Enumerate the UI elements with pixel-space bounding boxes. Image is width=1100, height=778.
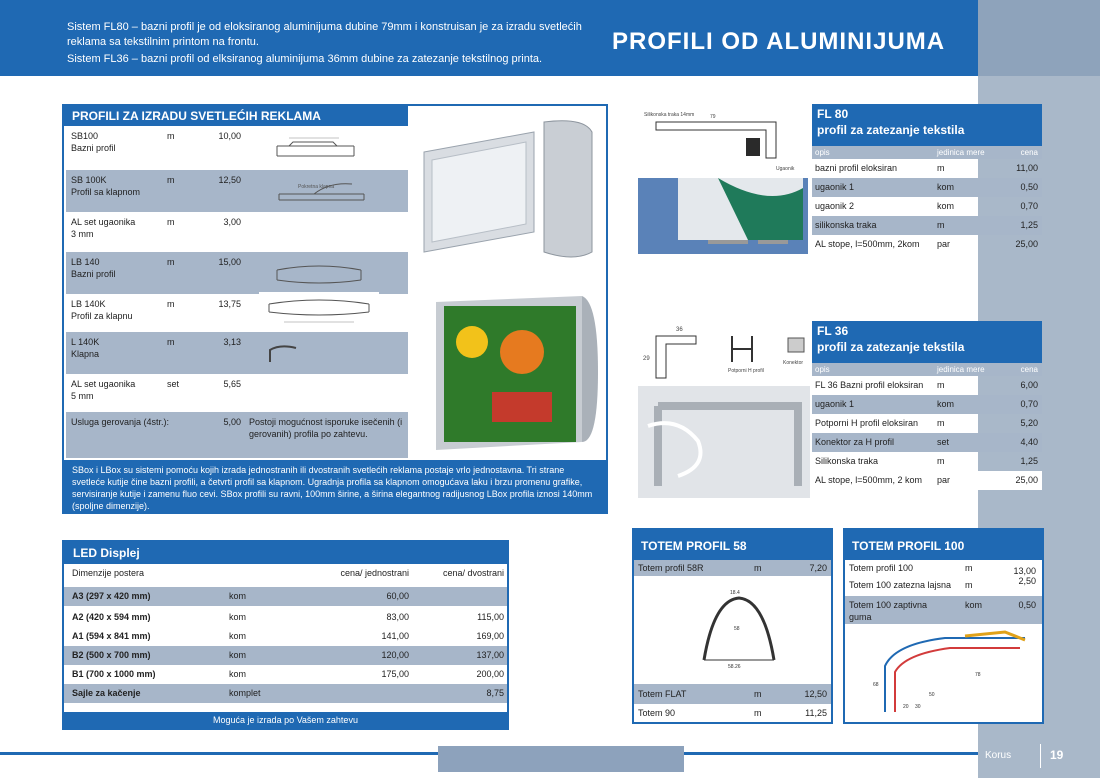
fl-jm: par xyxy=(937,239,951,249)
fl-jm: m xyxy=(937,220,945,230)
table-row xyxy=(66,332,408,374)
led-unit: kom xyxy=(229,650,247,660)
totem-name: Totem 100 zatezna lajsna xyxy=(849,580,952,590)
item-sub: Bazni profil xyxy=(71,143,116,153)
table-row xyxy=(634,684,831,704)
totem100-title: TOTEM PROFIL 100 xyxy=(845,530,1042,560)
totem-price: 13,00 xyxy=(1013,566,1036,576)
fl80-header xyxy=(812,146,1042,159)
item-sub: 3 mm xyxy=(71,229,94,239)
fl80-subtitle: profil za zatezanje tekstila xyxy=(817,123,965,137)
svetlecih-panel xyxy=(62,104,608,514)
sbox-photo xyxy=(414,112,606,262)
item-name: AL set ugaonika xyxy=(71,217,136,227)
totem58-sketch xyxy=(694,580,784,670)
led-price-single: 175,00 xyxy=(381,669,409,679)
fl80-sketch xyxy=(636,108,806,178)
table-row xyxy=(812,414,1042,433)
sb100k-sketch xyxy=(274,174,374,208)
led-unit: komplet xyxy=(229,688,261,698)
fl-opis: ugaonik 1 xyxy=(815,399,855,409)
fl36-title-block xyxy=(812,321,1042,363)
fl36-photo xyxy=(638,386,810,498)
fl-cena: 0,70 xyxy=(1020,399,1038,409)
totem-unit: m xyxy=(754,708,762,718)
table-row xyxy=(812,235,1042,254)
led-price-single: 83,00 xyxy=(386,612,409,622)
fl36-sketch xyxy=(638,322,810,382)
fl-jm: kom xyxy=(937,182,955,192)
totem100-dim-e: 30 xyxy=(915,704,921,710)
fl36-k-label: Konektor xyxy=(783,360,804,366)
item-price: 3,13 xyxy=(223,337,241,347)
fl-cena: 11,00 xyxy=(1016,163,1038,173)
lb140k-sketch xyxy=(259,292,379,328)
item-sub: Profil za klapnu xyxy=(71,311,133,321)
led-price-double: 137,00 xyxy=(476,650,504,660)
table-row xyxy=(66,212,408,252)
col-cena: cena xyxy=(1020,148,1038,157)
fl-jm: par xyxy=(937,475,951,485)
footer-brand: Korus xyxy=(985,750,1012,761)
table-row xyxy=(845,560,1042,577)
item-unit: m xyxy=(167,299,175,309)
led-note: Moguća je izrada po Vašem zahtevu xyxy=(64,712,507,728)
fl-cena: 0,70 xyxy=(1020,201,1038,211)
led-unit: kom xyxy=(229,612,247,622)
totem58-title: TOTEM PROFIL 58 xyxy=(634,530,831,560)
fl-opis: Silikonska traka xyxy=(815,456,879,466)
item-name: Usluga gerovanja (4str.): xyxy=(71,417,170,427)
led-price-double: 200,00 xyxy=(476,669,504,679)
table-row xyxy=(64,646,507,665)
fl-cena: 25,00 xyxy=(1015,475,1038,485)
led-size: A3 (297 x 420 mm) xyxy=(72,591,151,601)
fl-jm: m xyxy=(937,380,945,390)
item-sub: Klapna xyxy=(71,349,100,359)
totem100-dim-b: 68 xyxy=(873,682,879,688)
page-number: 19 xyxy=(1050,748,1064,762)
led-size: Sajle za kačenje xyxy=(72,688,141,698)
led-price-double: 8,75 xyxy=(486,688,504,698)
item-unit: m xyxy=(167,257,175,267)
led-price-single: 141,00 xyxy=(381,631,409,641)
led-price-single: 60,00 xyxy=(386,591,409,601)
fl80-title-block xyxy=(812,104,1042,146)
item-sub: Profil sa klapnom xyxy=(71,187,141,197)
col-opis: opis xyxy=(815,148,830,157)
totem-unit: m xyxy=(754,689,762,699)
l140k-sketch xyxy=(266,342,306,366)
col-cena: cena xyxy=(1020,365,1038,374)
fl80-sketch-label2: Ugaonik xyxy=(776,166,795,172)
item-sub: 5 mm xyxy=(71,391,94,401)
header-intro xyxy=(67,20,587,69)
table-row xyxy=(66,412,408,458)
table-row xyxy=(845,577,1042,594)
item-price: 13,75 xyxy=(218,299,241,309)
table-row xyxy=(64,587,507,606)
led-unit: kom xyxy=(229,669,247,679)
table-row xyxy=(812,452,1042,471)
fl-cena: 1,25 xyxy=(1020,220,1038,230)
fl-cena: 6,00 xyxy=(1020,380,1038,390)
led-title: LED Displej xyxy=(64,542,507,564)
fl-opis: silikonska traka xyxy=(815,220,877,230)
led-price-double: 169,00 xyxy=(476,631,504,641)
item-unit: m xyxy=(167,131,175,141)
item-name: AL set ugaonika xyxy=(71,379,136,389)
totem-price: 0,50 xyxy=(1018,600,1036,610)
fl80-panel xyxy=(812,104,1042,254)
table-row xyxy=(812,395,1042,414)
item-price: 10,00 xyxy=(218,131,241,141)
fl-opis: bazni profil eloksiran xyxy=(815,163,898,173)
fl-jm: m xyxy=(937,163,945,173)
table-row xyxy=(812,216,1042,235)
item-price: 5,65 xyxy=(223,379,241,389)
fl-jm: kom xyxy=(937,201,955,211)
led-price-double: 115,00 xyxy=(477,612,504,622)
fl36-dim-w: 36 xyxy=(676,327,683,333)
item-price: 3,00 xyxy=(223,217,241,227)
item-price: 12,50 xyxy=(218,175,241,185)
totem-unit: m xyxy=(965,563,973,573)
totem100-panel xyxy=(843,528,1044,724)
table-row xyxy=(812,376,1042,395)
fl-opis: Potporni H profil eloksiran xyxy=(815,418,919,428)
lbox-photo xyxy=(432,292,606,454)
item-price: 15,00 xyxy=(218,257,241,267)
totem100-dim-a: 78 xyxy=(975,672,981,678)
table-row xyxy=(64,665,507,684)
totem100-dim-c: 50 xyxy=(929,692,935,698)
totem-price: 11,25 xyxy=(805,708,827,718)
item-price: 5,00 xyxy=(223,417,241,427)
led-size: A1 (594 x 841 mm) xyxy=(72,631,151,641)
fl-cena: 5,20 xyxy=(1020,418,1038,428)
item-unit: m xyxy=(167,175,175,185)
led-unit: kom xyxy=(229,631,247,641)
fl-opis: AL stope, l=500mm, 2kom xyxy=(815,239,920,249)
item-name: LB 140K xyxy=(71,299,106,309)
table-row xyxy=(812,433,1042,452)
col-dvostrani: cena/ dvostrani xyxy=(442,568,504,578)
totem100-dim-d: 20 xyxy=(903,704,909,710)
totem100-sketch xyxy=(855,626,1035,722)
item-name: LB 140 xyxy=(71,257,100,267)
item-name: SB100 xyxy=(71,131,99,141)
lb140-sketch xyxy=(269,256,369,290)
item-name: SB 100K xyxy=(71,175,107,185)
item-unit: set xyxy=(167,379,180,389)
item-unit: m xyxy=(167,217,175,227)
totem-name: Totem profil 100 xyxy=(849,563,914,573)
sb100-sketch xyxy=(269,134,364,164)
totem-name: Totem 100 zaptivna guma xyxy=(849,600,928,622)
led-header-row xyxy=(64,564,507,583)
fl80-sketch-dim: 79 xyxy=(710,114,716,120)
totem-price: 2,50 xyxy=(1018,576,1036,586)
item-name: L 140K xyxy=(71,337,100,347)
led-unit: kom xyxy=(229,591,247,601)
fl80-photo xyxy=(638,178,808,254)
fl36-header xyxy=(812,363,1042,376)
header xyxy=(0,0,978,76)
item-unit: m xyxy=(167,337,175,347)
totem-name: Totem FLAT xyxy=(638,689,687,699)
col-jm: jedinica mere xyxy=(937,148,985,157)
led-price-single: 120,00 xyxy=(381,650,409,660)
totem-unit: kom xyxy=(965,600,983,610)
intro-fl80: Sistem FL80 – bazni profil je od eloksiranog aluminijuma dubine 79mm i konstruisan je za izradu svetlećih reklama sa tekstilnim printom na frontu. xyxy=(67,21,582,48)
fl36-subtitle: profil za zatezanje tekstila xyxy=(817,340,965,354)
fl-opis: ugaonik 1 xyxy=(815,182,855,192)
svetlecih-description: SBox i LBox su sistemi pomoću kojih izrada jednostranih ili dvostranih svetlećih reklama postaje vrlo jednostavna. Tri strane svetleće kutije čine bazni profili, a četvrti profil sa klapnom. Ugradnja profila sa klapnom omogućava laku i brzu promenu grafike, servisiranje kutije i zamenu fluo cevi. SBox profili su ravni, 100mm širine, a širina elegantnog radijusnog LBox profila iznosi 140mm (spoljne dimenzije). xyxy=(64,460,606,512)
footer-separator xyxy=(1040,744,1041,768)
totem58-panel xyxy=(632,528,833,724)
fl36-panel xyxy=(812,321,1042,490)
table-row xyxy=(634,560,831,576)
fl36-title: FL 36 xyxy=(817,324,849,338)
item-sub: Bazni profil xyxy=(71,269,116,279)
fl-jm: m xyxy=(937,418,945,428)
totem-price: 7,20 xyxy=(809,563,827,573)
col-opis: opis xyxy=(815,365,830,374)
table-row xyxy=(812,178,1042,197)
fl80-sketch-label: Silikonska traka 14mm xyxy=(644,112,695,118)
fl-opis: AL stope, l=500mm, 2 kom xyxy=(815,475,922,485)
table-row xyxy=(812,471,1042,490)
totem-unit: m xyxy=(754,563,762,573)
led-size: B1 (700 x 1000 mm) xyxy=(72,669,156,679)
footer-block xyxy=(438,746,684,772)
col-dimenzije: Dimenzije postera xyxy=(72,568,145,578)
led-size: B2 (500 x 700 mm) xyxy=(72,650,151,660)
fl80-title: FL 80 xyxy=(817,107,849,121)
fl36-dim-h: 29 xyxy=(643,356,650,362)
totem58-dim-a: 18.4 xyxy=(730,590,740,596)
fl-jm: kom xyxy=(937,399,955,409)
fl36-h-label: Potporni H profil xyxy=(728,368,764,374)
fl-jm: m xyxy=(937,456,945,466)
col-jm: jedinica mere xyxy=(937,365,985,374)
led-panel xyxy=(62,540,509,730)
fl-cena: 1,25 xyxy=(1020,456,1038,466)
table-row xyxy=(64,627,507,646)
svetlecih-title: PROFILI ZA IZRADU SVETLEĆIH REKLAMA xyxy=(64,106,408,126)
fl-opis: ugaonik 2 xyxy=(815,201,855,211)
sketch-label-klapna: Pokretna klapna xyxy=(298,184,335,190)
fl-opis: FL 36 Bazni profil eloksiran xyxy=(815,380,924,390)
table-row xyxy=(66,374,408,412)
col-jednostrani: cena/ jednostrani xyxy=(340,568,409,578)
fl-cena: 25,00 xyxy=(1015,239,1038,249)
side-band-top xyxy=(978,0,1100,76)
page-title: PROFILI OD ALUMINIJUMA xyxy=(612,28,946,55)
totem-name: Totem profil 58R xyxy=(638,563,704,573)
led-size: A2 (420 x 594 mm) xyxy=(72,612,151,622)
fl-cena: 4,40 xyxy=(1020,437,1038,447)
table-row xyxy=(64,684,507,703)
totem-price: 12,50 xyxy=(804,689,827,699)
item-note: Postoji mogućnost isporuke isečenih (i gerovanih) profila po zahtevu. xyxy=(249,417,403,439)
fl-cena: 0,50 xyxy=(1020,182,1038,192)
fl-jm: set xyxy=(937,437,950,447)
fl-opis: Konektor za H profil xyxy=(815,437,895,447)
table-row xyxy=(812,197,1042,216)
intro-fl36: Sistem FL36 – bazni profil od elksiranog aluminijuma 36mm dubine za zatezanje tekstilnog printa. xyxy=(67,53,543,65)
table-row xyxy=(812,159,1042,178)
totem-unit: m xyxy=(965,580,973,590)
table-row xyxy=(634,704,831,722)
totem-name: Totem 90 xyxy=(638,708,676,718)
totem58-dim-c: 58.26 xyxy=(728,664,741,670)
table-row xyxy=(845,596,1042,624)
totem58-dim-b: 58 xyxy=(734,626,740,632)
table-row xyxy=(64,608,507,627)
